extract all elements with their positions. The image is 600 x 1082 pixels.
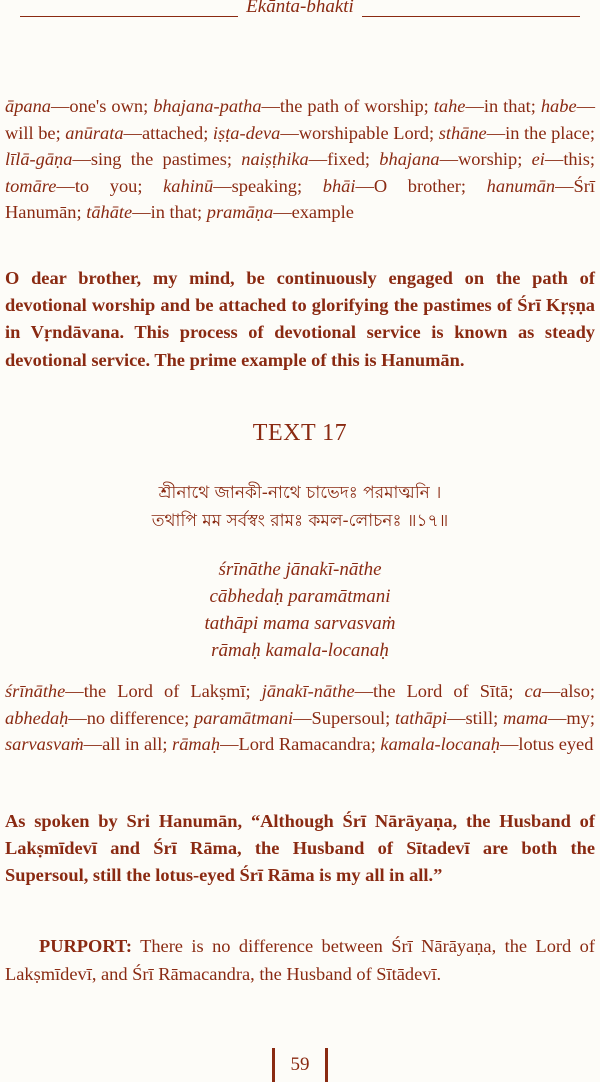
synonym-definition: —Lord Ramacandra; (220, 734, 381, 755)
synonym-term: sarvasvaṁ (5, 734, 84, 755)
synonym-term: naiṣṭhika (241, 149, 309, 170)
synonym-definition: —the Lord of Lakṣmī; (65, 681, 262, 701)
page-number-bar-left (272, 1048, 275, 1082)
translation-text16: O dear brother, my mind, be continuously engaged on the path of devotional worship and be attached to glorifying the pastimes of Śrī Kṛṣṇa in Vṛndāvana. This process of devotional service is known as steady devotional service. The prime example of this is Hanumān. (5, 268, 595, 370)
synonym-definition: —no difference; (68, 707, 195, 728)
synonym-definition: —speaking; (213, 175, 323, 196)
synonym-term: kahinū (163, 175, 214, 196)
synonym-term: tāhāte (86, 202, 133, 223)
synonym-term: śrīnāthe (5, 681, 66, 701)
synonym-definition: —will be; (5, 96, 595, 143)
transliteration-verse (0, 556, 600, 664)
synonym-definition: —O brother; (355, 175, 487, 196)
synonyms-text16 (5, 93, 595, 226)
synonym-definition: —in that; (132, 202, 207, 223)
synonym-definition: —lotus eyed (499, 734, 594, 755)
header-title: Ekānta-bhakti (238, 0, 362, 18)
synonym-term: hanumān (486, 175, 556, 196)
verse-line-3: tathāpi mama sarvasvaṁ (204, 613, 396, 634)
bengali-verse-line-1: শ্রীনাথে জানকী-নাথে চাভেদঃ পরমাত্মনি । (158, 483, 442, 503)
purport-text: There is no difference between Śrī Nārāyaṇa, the Lord of Lakṣmīdevī, and Śrī Rāmacandra, the Husband of Sītādevī. (5, 936, 595, 984)
synonym-term: ca (524, 681, 542, 701)
synonym-definition: —sing the pastimes; (72, 149, 242, 170)
synonym-definition: —Supersoul; (293, 707, 395, 728)
synonym-definition: —one's own; (50, 96, 154, 116)
synonym-term: habe (540, 96, 577, 116)
page-footer (0, 1042, 600, 1082)
synonym-definition: —all in all; (83, 734, 173, 755)
synonym-definition: —attached; (123, 122, 213, 143)
synonym-definition: —also; (541, 681, 595, 701)
synonym-term: kamala-locanaḥ (380, 734, 500, 755)
synonym-definition: —my; (547, 707, 595, 728)
text-heading: TEXT 17 (252, 420, 348, 446)
synonym-definition: —example (273, 202, 354, 223)
synonyms-paragraph (5, 678, 595, 758)
synonym-term: ei (531, 149, 545, 170)
synonym-term: rāmaḥ (172, 734, 221, 755)
synonym-term: sthāne (438, 122, 487, 143)
purport-paragraph (5, 933, 595, 988)
synonym-term: iṣṭa-deva (212, 122, 281, 143)
translation-text17: As spoken by Sri Hanumān, “Although Śrī Nārāyaṇa, the Husband of Lakṣmīdevī and Śrī Rāma, the Husband of Sītadevī are both the Supersoul, still the lotus-eyed Śrī Rāma is my all in all.” (5, 811, 595, 886)
synonym-term: abhedaḥ (5, 707, 69, 728)
synonym-definition: —Śrī Hanumān; (5, 175, 595, 223)
synonym-term: bhāi (322, 175, 356, 196)
synonym-definition: —to you; (56, 175, 164, 196)
synonym-definition: —in the place; (486, 122, 595, 143)
synonym-definition: —in that; (465, 96, 541, 116)
purport-label: PURPORT: (39, 936, 132, 956)
synonym-definition: —worshipable Lord; (280, 122, 439, 143)
synonym-term: paramātmani (194, 707, 294, 728)
synonym-term: jānakī-nāthe (261, 681, 355, 701)
synonym-term: bhajana (379, 149, 440, 170)
verse-line-2: cābhedaḥ paramātmani (209, 586, 391, 607)
synonym-term: āpana (5, 96, 51, 116)
bengali-verse-line-2: তথাপি মম সর্বস্বং রামঃ কমল-লোচনঃ ॥১৭॥ (151, 511, 449, 531)
page-number: 59 (290, 1054, 310, 1075)
synonym-term: bhajana-patha (153, 96, 262, 116)
synonym-definition: —the Lord of Sītā; (354, 681, 525, 701)
synonym-definition: —still; (447, 707, 504, 728)
page-number-bar-right (325, 1048, 328, 1082)
synonym-term: pramāṇa (206, 202, 274, 223)
verse-line-1: śrīnāthe jānakī-nāthe (218, 559, 382, 580)
verse-line-4: rāmaḥ kamala-locanaḥ (211, 640, 389, 661)
synonym-term: tathāpi (395, 707, 448, 728)
synonym-definition: —fixed; (308, 149, 380, 170)
running-header (20, 0, 580, 20)
synonym-term: līlā-gāṇa (5, 149, 73, 170)
synonym-term: anūrata (65, 122, 124, 143)
synonyms-text17 (5, 678, 595, 758)
synonym-term: tahe (433, 96, 466, 116)
synonym-term: mama (503, 707, 548, 728)
synonym-definition: —worship; (439, 149, 532, 170)
synonym-definition: —this; (544, 149, 595, 170)
synonym-term: tomāre (5, 175, 57, 196)
synonym-definition: —the path of worship; (261, 96, 434, 116)
synonyms-paragraph (5, 93, 595, 226)
